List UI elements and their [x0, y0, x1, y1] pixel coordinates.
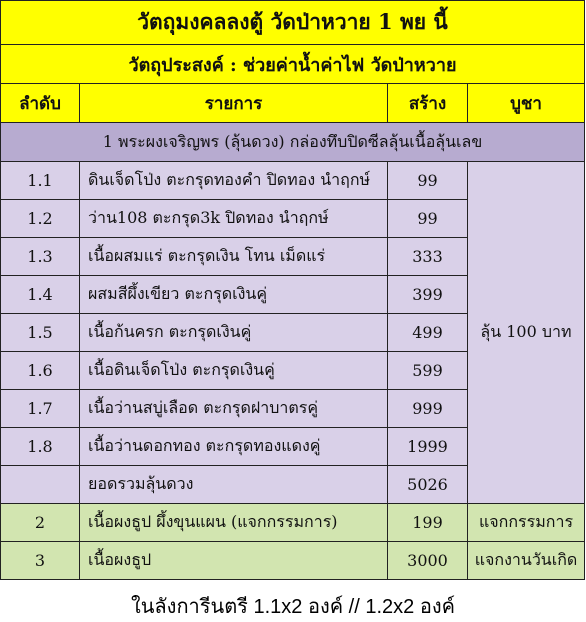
row-item: เนื้อผสมแร่ ตะกรุดเงิน โทน เม็ดแร่ [80, 238, 388, 276]
row-no: 3 [1, 542, 80, 580]
section-1-heading: 1 พระผงเจริญพร (ลุ้นดวง) กล่องทึบปิดซีลลุ้นเนื้อลุ้นเลข [1, 123, 585, 162]
row-no: 1.2 [1, 200, 80, 238]
header-price: บูชา [468, 84, 585, 123]
row-made: 3000 [388, 542, 468, 580]
row-no: 1.8 [1, 428, 80, 466]
header-item: รายการ [80, 84, 388, 123]
row-no: 1.1 [1, 162, 80, 200]
row-made: 399 [388, 276, 468, 314]
row-made: 99 [388, 162, 468, 200]
row-made: 333 [388, 238, 468, 276]
row-no: 1.4 [1, 276, 80, 314]
total-made: 5026 [388, 466, 468, 504]
row-no: 1.5 [1, 314, 80, 352]
row-item: เนื้อผงธูป ผึ้งขุนแผน (แจกกรรมการ) [80, 504, 388, 542]
row-made: 199 [388, 504, 468, 542]
header-made: สร้าง [388, 84, 468, 123]
table-row [1, 162, 585, 200]
row-item: ดินเจ็ดโป่ง ตะกรุดทองคำ ปิดทอง นำฤกษ์ [80, 162, 388, 200]
row-item: เนื้อผงธูป [80, 542, 388, 580]
section-1-price: ลุ้น 100 บาท [468, 162, 585, 504]
row-item: เนื้อก้นครก ตะกรุดเงินคู่ [80, 314, 388, 352]
row-price: แจกกรรมการ [468, 504, 585, 542]
row-made: 1999 [388, 428, 468, 466]
row-no: 2 [1, 504, 80, 542]
row-item: เนื้อว่านดอกทอง ตะกรุดทองแดงคู่ [80, 428, 388, 466]
row-price: แจกงานวันเกิด [468, 542, 585, 580]
row-made: 99 [388, 200, 468, 238]
table-row [1, 542, 585, 580]
row-no: 1.3 [1, 238, 80, 276]
row-item: ผสมสีผึ้งเขียว ตะกรุดเงินคู่ [80, 276, 388, 314]
total-no [1, 466, 80, 504]
row-made: 999 [388, 390, 468, 428]
row-no: 1.6 [1, 352, 80, 390]
row-item: เนื้อว่านสบู่เลือด ตะกรุดฝาบาตรคู่ [80, 390, 388, 428]
row-made: 499 [388, 314, 468, 352]
sheet-title: วัตถุมงคลลงตู้ วัดป่าหวาย 1 พย นี้ [1, 1, 585, 45]
row-made: 599 [388, 352, 468, 390]
row-item: ว่าน108 ตะกรุด3k ปิดทอง นำฤกษ์ [80, 200, 388, 238]
total-label: ยอดรวมลุ้นดวง [80, 466, 388, 504]
footer-note: ในลังการีนตรี 1.1x2 องค์ // 1.2x2 องค์ [130, 596, 455, 618]
table-row [1, 504, 585, 542]
row-item: เนื้อดินเจ็ดโป่ง ตะกรุดเงินคู่ [80, 352, 388, 390]
header-no: ลำดับ [1, 84, 80, 123]
row-no: 1.7 [1, 390, 80, 428]
sheet-subtitle: วัตถุประสงค์ : ช่วยค่าน้ำค่าไฟ วัดป่าหวาย [1, 45, 585, 84]
